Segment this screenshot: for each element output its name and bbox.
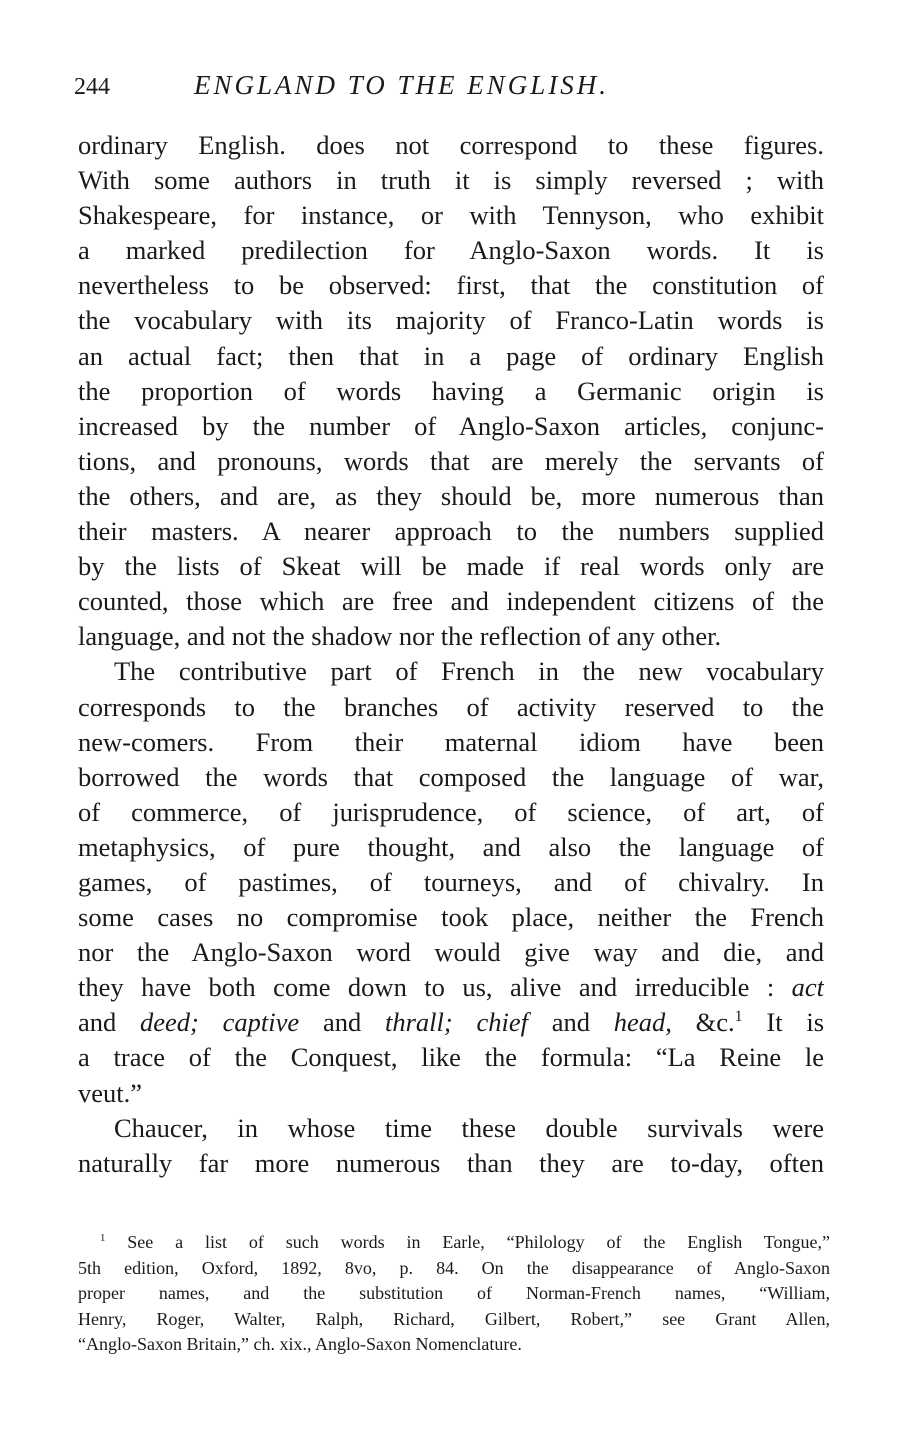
text-line: a trace of the Conquest, like the formula: “La Reine le bbox=[78, 1042, 824, 1073]
text-line: of commerce, of jurisprudence, of science, of art, of bbox=[78, 796, 824, 827]
text-line: increased by the number of Anglo-Saxon articles, conjunc- bbox=[78, 410, 824, 441]
text-line: ordinary English. does not correspond to these figures. bbox=[78, 130, 824, 160]
text-segment: they have both come down to us, alive and irreducible : bbox=[78, 972, 775, 1003]
text-line: the vocabulary with its majority of Franco-Latin words is bbox=[78, 305, 824, 336]
text-line: counted, those which are free and independent citizens of the bbox=[78, 586, 824, 617]
text-line bbox=[78, 1005, 824, 1040]
footnote-line bbox=[78, 1230, 830, 1256]
text-line: nor the Anglo-Saxon word would give way and die, and bbox=[78, 937, 824, 968]
footnote-reference: 1 bbox=[734, 1008, 743, 1026]
text-line: With some authors in truth it is simply reversed ; with bbox=[78, 165, 824, 196]
text-line: naturally far more numerous than they are to-day, often bbox=[78, 1147, 824, 1178]
text-line: a marked predilection for Anglo-Saxon words. It is bbox=[78, 235, 824, 266]
text-line: The contributive part of French in the new vocabulary bbox=[114, 656, 824, 687]
italic-word: captive bbox=[222, 1007, 300, 1038]
italic-word: act bbox=[791, 972, 824, 1003]
italic-word: head, bbox=[613, 1007, 672, 1038]
text-line: new-comers. From their maternal idiom have been bbox=[78, 726, 824, 757]
footnotes bbox=[78, 1230, 830, 1358]
text-line: the others, and are, as they should be, more numerous than bbox=[78, 480, 824, 511]
footnote-line: “Anglo-Saxon Britain,” ch. xix., Anglo-Saxon Nomenclature. bbox=[78, 1334, 522, 1355]
footnote-line: proper names, and the substitution of Norman-French names, “William, bbox=[78, 1283, 830, 1304]
footnote-marker: 1 bbox=[100, 1232, 106, 1244]
text-line: Chaucer, in whose time these double survivals were bbox=[114, 1112, 824, 1143]
text-segment: and bbox=[551, 1007, 590, 1038]
text-line: borrowed the words that composed the language of war, bbox=[78, 761, 824, 792]
text-line: nevertheless to be observed: first, that the constitution of bbox=[78, 270, 824, 301]
text-line: veut.” bbox=[78, 1077, 143, 1108]
text-line: some cases no compromise took place, neither the French bbox=[78, 902, 824, 933]
text-line: metaphysics, of pure thought, and also the language of bbox=[78, 831, 824, 862]
text-line bbox=[78, 970, 824, 1005]
text-line: by the lists of Skeat will be made if real words only are bbox=[78, 551, 824, 582]
text-line: language, and not the shadow nor the reflection of any other. bbox=[78, 621, 722, 652]
text-segment: and bbox=[322, 1007, 362, 1038]
text-segment: &c. bbox=[695, 1007, 735, 1038]
text-line: games, of pastimes, of tourneys, and of chivalry. In bbox=[78, 866, 824, 897]
footnote-text: See a list of such words in Earle, “Philology of the English Tongue,” bbox=[127, 1232, 830, 1252]
text-line: Shakespeare, for instance, or with Tennyson, who exhibit bbox=[78, 200, 824, 231]
text-segment: It is bbox=[766, 1007, 824, 1038]
footnote-line: 5th edition, Oxford, 1892, 8vo, p. 84. On the disappearance of Anglo-Saxon bbox=[78, 1257, 830, 1278]
running-title: ENGLAND TO THE ENGLISH. bbox=[194, 70, 610, 100]
footnote-line: Henry, Roger, Walter, Ralph, Richard, Gilbert, Robert,” see Grant Allen, bbox=[78, 1308, 830, 1329]
text-line: the proportion of words having a Germanic origin is bbox=[78, 375, 824, 406]
text-line: corresponds to the branches of activity reserved to the bbox=[78, 691, 824, 722]
text-segment: and bbox=[78, 1007, 117, 1038]
text-line: an actual fact; then that in a page of ordinary English bbox=[78, 340, 824, 371]
page-header bbox=[74, 70, 834, 106]
page-number: 244 bbox=[74, 74, 110, 100]
italic-word: chief bbox=[476, 1007, 528, 1038]
text-line: their masters. A nearer approach to the numbers supplied bbox=[78, 516, 824, 547]
text-line: tions, and pronouns, words that are merely the servants of bbox=[78, 445, 824, 476]
body-text bbox=[78, 128, 824, 1181]
italic-word: thrall; bbox=[384, 1007, 453, 1038]
italic-word: deed; bbox=[140, 1007, 199, 1038]
